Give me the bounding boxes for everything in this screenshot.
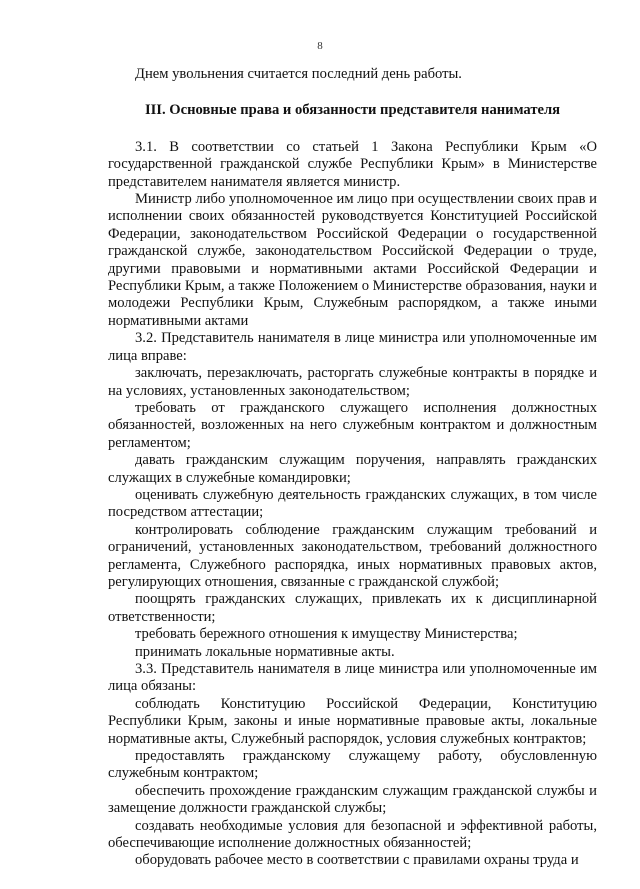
paragraph-minister: Министр либо уполномоченное им лицо при осуществлении своих прав и исполнении своих обязанностей руководствуется Конституцией Российской Федерации, законодательством Российской Федерации о государственной гражданской службе, законодательством Российской Федерации о труде, другими правовыми и нормативными актами Российской Федерации и Республики Крым, а также Положением о Министерстве образования, науки и молодежи Республики Крым, Служебным распорядком, а также иными нормативными актами	[108, 191, 597, 329]
section-heading: III. Основные права и обязанности представителя нанимателя	[144, 102, 561, 119]
list-item: поощрять гражданских служащих, привлекать их к дисциплинарной ответственности;	[108, 591, 597, 625]
list-item: оценивать служебную деятельность гражданских служащих, в том числе посредством аттестации;	[108, 486, 597, 521]
list-item: заключать, перезаключать, расторгать служебные контракты в порядке и на условиях, установленных законодательством;	[108, 365, 597, 399]
list-item: оборудовать рабочее место в соответствии с правилами охраны труда и	[135, 852, 579, 869]
list-item: требовать бережного отношения к имуществу Министерства;	[135, 626, 518, 643]
list-item: требовать от гражданского служащего исполнения должностных обязанностей, возложенных на него служебным контрактом и должностным регламентом;	[108, 399, 597, 451]
paragraph-3-1: 3.1. В соответствии со статьей 1 Закона Республики Крым «О государственной гражданской службе Республики Крым» в Министерстве представителем нанимателя является министр.	[108, 138, 597, 190]
paragraph-3-3: 3.3. Представитель нанимателя в лице министра или уполномоченные им лица обязаны:	[108, 661, 597, 695]
document-body	[108, 66, 597, 870]
paragraph-3-2: 3.2. Представитель нанимателя в лице министра или уполномоченные им лица вправе:	[108, 330, 597, 364]
list-item: принимать локальные нормативные акты.	[135, 643, 395, 660]
list-item: давать гражданским служащим поручения, направлять гражданских служащих в служебные командировки;	[108, 452, 597, 486]
list-item: предоставлять гражданскому служащему работу, обусловленную служебным контрактом;	[108, 748, 597, 782]
list-item: контролировать соблюдение гражданским служащим требований и ограничений, установленных законодательством, требований должностного регламента, Служебного распорядка, иных нормативных правовых актов, регулирующих отношения, связанные с гражданской службой;	[108, 521, 597, 590]
list-item: создавать необходимые условия для безопасной и эффективной работы, обеспечивающие исполнение должностных обязанностей;	[108, 817, 597, 852]
intro-paragraph: Днем увольнения считается последний день работы.	[135, 66, 462, 82]
page-number: 8	[317, 40, 323, 52]
list-item: обеспечить прохождение гражданским служащим гражданской службы и замещение должности гражданской службы;	[108, 782, 597, 817]
list-item: соблюдать Конституцию Российской Федерации, Конституцию Республики Крым, законы и иные нормативные правовые акты, локальные нормативные акты, Служебный распорядок, условия служебных контрактов;	[108, 695, 597, 747]
